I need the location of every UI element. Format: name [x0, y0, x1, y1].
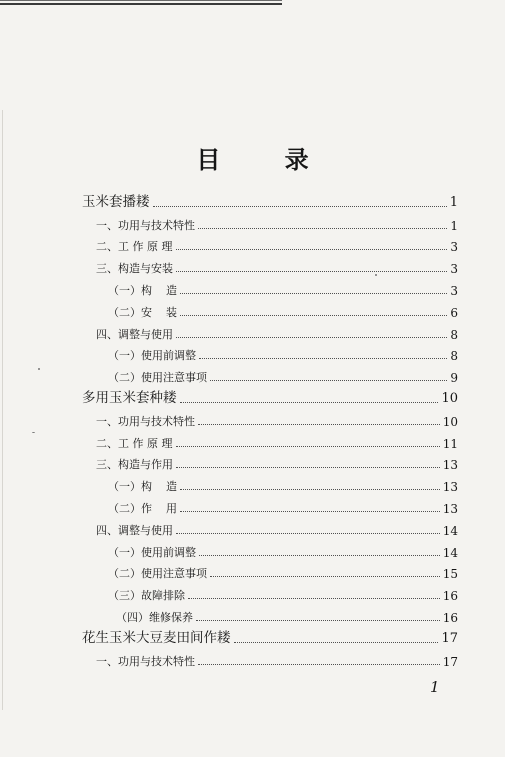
toc-entry [82, 232, 458, 254]
toc-entry [82, 559, 458, 581]
page-title: 目 录 [196, 145, 337, 174]
toc-entry [82, 210, 458, 232]
dot-leader [180, 511, 440, 512]
toc-entry-label: 二、工 作 原 理 [96, 436, 173, 450]
dot-leader [198, 228, 447, 229]
toc-entry [82, 188, 458, 210]
toc-entry-label: 一、功用与技术特性 [96, 414, 195, 428]
toc-entry-label: （一）构 造 [108, 480, 177, 494]
toc-entry-page: 14 [442, 545, 458, 560]
toc-entry-page: 13 [442, 501, 458, 516]
toc-entry [82, 319, 458, 341]
toc-entry-label: 三、构造与作用 [96, 458, 173, 472]
toc-entry [82, 580, 458, 602]
top-border-line [0, 0, 282, 1]
toc-entry-label: （二）使用注意事项 [108, 567, 207, 581]
page-number: 1 [430, 678, 440, 696]
dot-leader [210, 380, 447, 381]
toc-entry [82, 384, 458, 406]
dot-leader [180, 402, 439, 403]
dot-leader [198, 664, 440, 665]
toc-entry-label: 二、工 作 原 理 [96, 240, 173, 254]
toc-entry-page: 16 [442, 589, 458, 604]
toc-entry-label: 四、调整与使用 [96, 523, 173, 537]
dot-leader [199, 358, 447, 359]
scan-speck [32, 432, 35, 433]
toc-entry [82, 253, 458, 275]
toc-entry-page: 15 [442, 567, 458, 582]
toc-entry [82, 406, 458, 428]
toc-entry [82, 362, 458, 384]
toc-entry-page: 8 [450, 349, 458, 364]
dot-leader [176, 467, 440, 468]
top-border-line-thick [0, 3, 282, 5]
toc-entry-label: 花生玉米大豆麦田间作耧 [82, 629, 231, 646]
dot-leader [196, 620, 440, 621]
dot-leader [198, 424, 440, 425]
toc-entry [82, 471, 458, 493]
toc-entry-label: （三）故障排除 [108, 589, 185, 603]
toc-entry-page: 8 [450, 327, 458, 342]
dot-leader [180, 489, 440, 490]
binding-shadow [2, 110, 3, 710]
toc-entry-label: 玉米套播耧 [82, 193, 150, 210]
toc-entry-label: （二）作 用 [108, 501, 177, 515]
toc-entry-page: 3 [450, 283, 458, 298]
toc-entry-page: 1 [449, 194, 458, 210]
toc-entry-page: 14 [442, 523, 458, 538]
toc-entry-page: 17 [442, 654, 458, 669]
toc-entry-page: 16 [442, 610, 458, 625]
toc-entry-page: 13 [442, 458, 458, 473]
toc-entry [82, 275, 458, 297]
toc-entry-page: 10 [441, 390, 458, 406]
toc-entry [82, 624, 458, 646]
table-of-contents [82, 188, 458, 668]
dot-leader [199, 555, 440, 556]
dot-leader [176, 446, 440, 447]
toc-entry-page: 1 [450, 218, 458, 233]
toc-entry-page: 11 [442, 436, 458, 451]
toc-entry-label: 三、构造与安装 [96, 262, 173, 276]
toc-entry [82, 646, 458, 668]
toc-entry-label: 四、调整与使用 [96, 327, 173, 341]
toc-entry-label: （一）使用前调整 [108, 349, 196, 363]
toc-entry-page: 13 [442, 480, 458, 495]
toc-entry-page: 9 [450, 371, 458, 386]
toc-entry-page: 10 [442, 414, 458, 429]
toc-entry [82, 493, 458, 515]
dot-leader [180, 293, 447, 294]
dot-leader [153, 206, 447, 207]
dot-leader [176, 337, 447, 338]
toc-entry-label: （一）使用前调整 [108, 545, 196, 559]
dot-leader [176, 533, 440, 534]
toc-entry-label: （二）使用注意事项 [108, 371, 207, 385]
dot-leader [180, 315, 447, 316]
toc-entry-page: 3 [450, 240, 458, 255]
dot-leader [210, 576, 440, 577]
dot-leader [176, 249, 448, 250]
toc-entry-label: （四）维修保养 [116, 610, 193, 624]
dot-leader [188, 598, 440, 599]
toc-entry [82, 515, 458, 537]
scan-speck [38, 368, 40, 370]
toc-entry [82, 428, 458, 450]
toc-entry-page: 6 [450, 305, 458, 320]
toc-entry-page: 3 [450, 262, 458, 277]
toc-entry [82, 297, 458, 319]
toc-entry-label: 一、功用与技术特性 [96, 654, 195, 668]
toc-entry-label: 一、功用与技术特性 [96, 218, 195, 232]
toc-entry [82, 450, 458, 472]
toc-entry-label: （一）构 造 [108, 283, 177, 297]
dot-leader [234, 642, 439, 643]
toc-entry [82, 341, 458, 363]
toc-entry-label: （二）安 装 [108, 305, 177, 319]
toc-entry-page: 17 [441, 630, 458, 646]
dot-leader [176, 271, 447, 272]
toc-entry-label: 多用玉米套种耧 [82, 389, 177, 406]
toc-entry [82, 537, 458, 559]
toc-entry [82, 602, 458, 624]
